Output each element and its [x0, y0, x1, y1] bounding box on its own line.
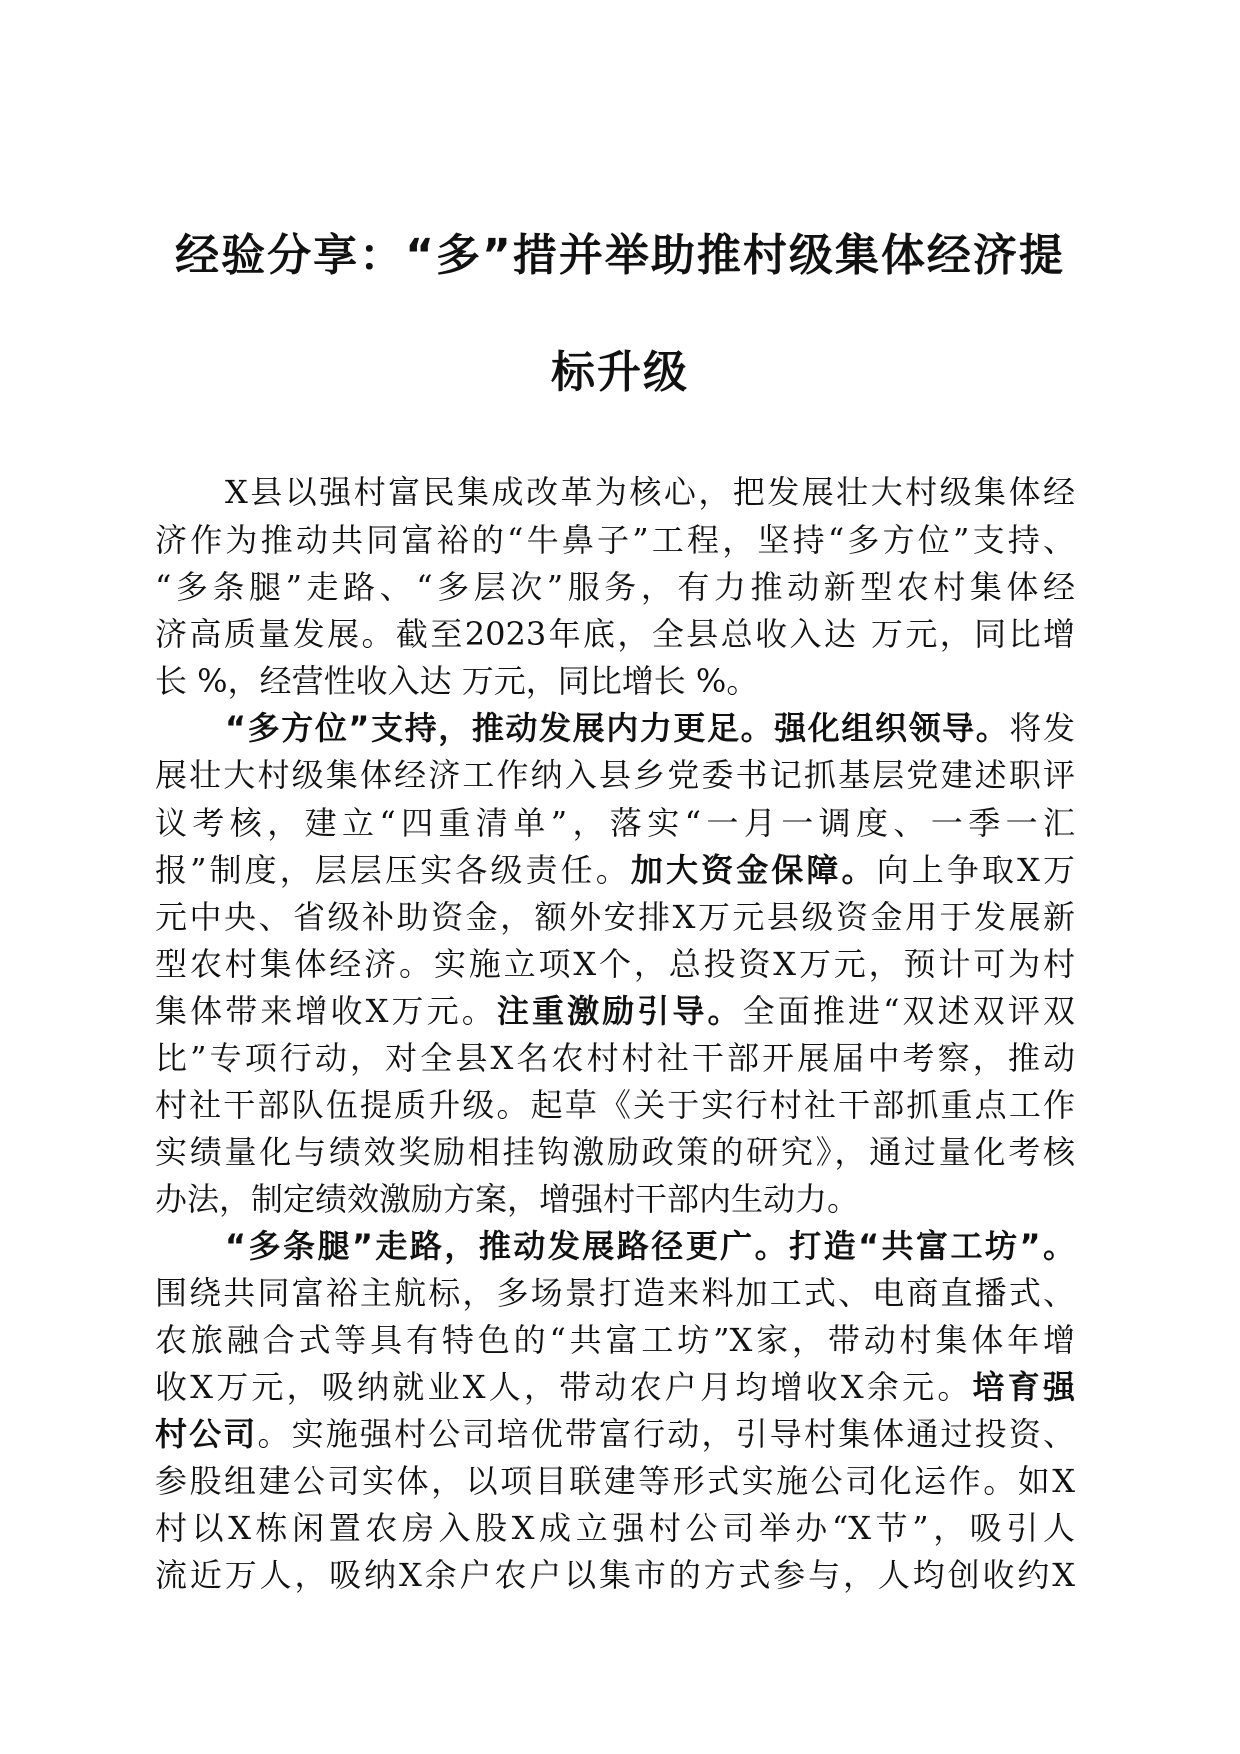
body-line: 集体带来增收X万元。注重激励引导。全面推进“双述双评双 — [155, 992, 1075, 1030]
body-line: 型农村集体经济。实施立项X个，总投资X万元，预计可为村 — [155, 945, 1075, 983]
body-line: X县以强村富民集成改革为核心，把发展壮大村级集体经 — [225, 473, 1075, 511]
body-line: 济高质量发展。截至2023年底，全县总收入达 万元，同比增 — [155, 615, 1075, 653]
body-line: 参股组建公司实体，以项目联建等形式实施公司化运作。如X — [155, 1462, 1075, 1500]
body-line: 村社干部队伍提质升级。起草《关于实行村社干部抓重点工作 — [155, 1086, 1075, 1124]
bold-heading: 村公司 — [155, 1415, 258, 1453]
body-line: 农旅融合式等具有特色的“共富工坊”X家，带动村集体年增 — [155, 1321, 1075, 1359]
body-line: 围绕共同富裕主航标，多场景打造来料加工式、电商直播式、 — [155, 1274, 1075, 1312]
body-line: 办法，制定绩效激励方案，增强村干部内生动力。 — [155, 1180, 860, 1218]
body-line: 实绩量化与绩效奖励相挂钩激励政策的研究》，通过量化考核 — [155, 1133, 1075, 1171]
body-line: “多方位”支持，推动发展内力更足。强化组织领导。将发 — [225, 709, 1075, 747]
bold-heading: 培育强 — [972, 1368, 1075, 1406]
document-title-line-1: 经验分享：“多”措并举助推村级集体经济提 — [175, 230, 1065, 281]
body-line: 村以X栋闲置农房入股X成立强村公司举办“X节”，吸引人 — [155, 1509, 1075, 1547]
body-line — [225, 1226, 1075, 1268]
document-title-line-2: 标升级 — [551, 347, 689, 398]
bold-heading: “多条腿”走路，推动发展路径更广。打造“共富工坊”。 — [225, 1227, 1075, 1265]
body-line: “多条腿”走路、“多层次”服务，有力推动新型农村集体经 — [155, 568, 1075, 606]
body-line: 收X万元，吸纳就业X人，带动农户月均增收X余元。培育强 — [155, 1368, 1075, 1406]
body-line: 长 %，经营性收入达 万元，同比增长 %。 — [155, 662, 759, 700]
body-line: 济作为推动共同富裕的“牛鼻子”工程，坚持“多方位”支持、 — [155, 521, 1075, 559]
bold-heading: “多方位”支持，推动发展内力更足。强化组织领导。 — [225, 709, 1010, 747]
bold-heading: 注重激励引导。 — [496, 992, 743, 1030]
body-line: 展壮大村级集体经济工作纳入县乡党委书记抓基层党建述职评 — [155, 756, 1075, 794]
body-line: 议考核，建立“四重清单”，落实“一月一调度、一季一汇 — [155, 804, 1075, 842]
body-line: 元中央、省级补助资金，额外安排X万元县级资金用于发展新 — [155, 898, 1075, 936]
body-line: 报”制度，层层压实各级责任。加大资金保障。向上争取X万 — [155, 851, 1075, 889]
body-line: 比”专项行动，对全县X名农村村社干部开展届中考察，推动 — [155, 1039, 1075, 1077]
body-line: 流近万人，吸纳X余户农户以集市的方式参与，人均创收约X — [155, 1556, 1075, 1594]
bold-heading: 加大资金保障。 — [630, 851, 877, 889]
body-line: 村公司。实施强村公司培优带富行动，引导村集体通过投资、 — [155, 1415, 1075, 1453]
